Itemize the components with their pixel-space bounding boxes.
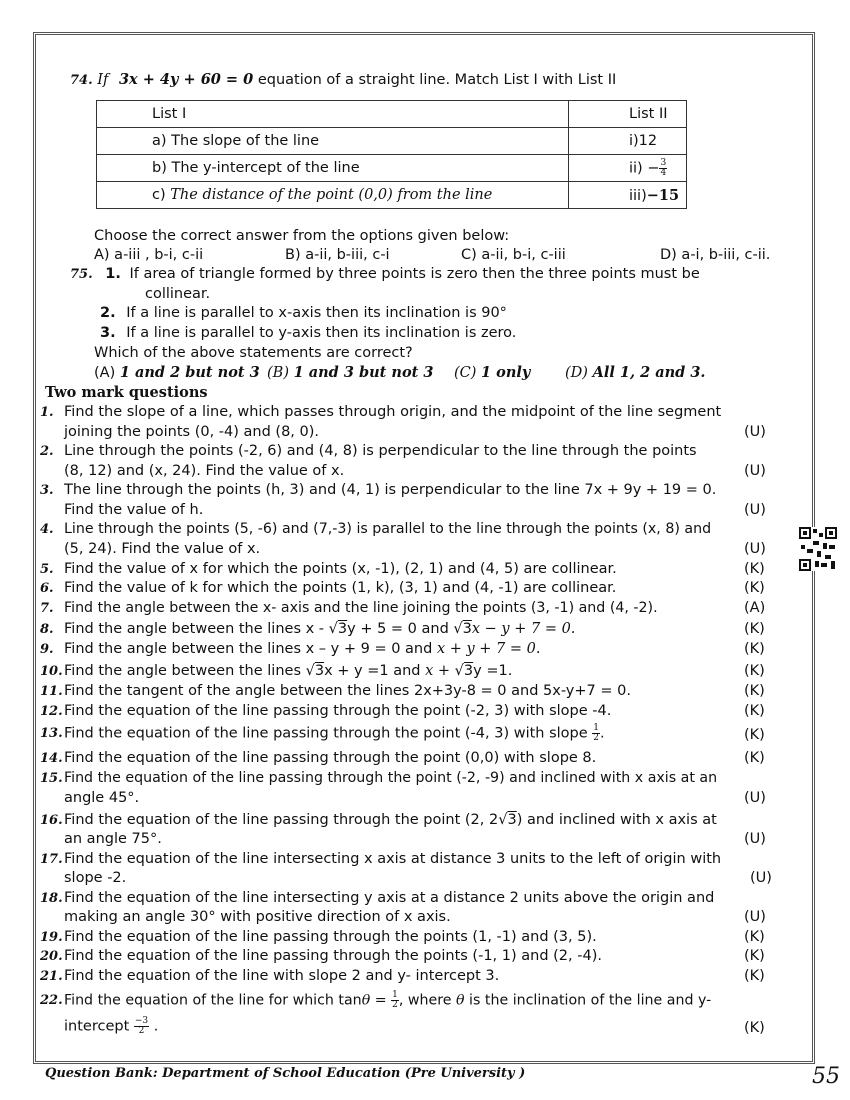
question-text: Find the equation of the line passing through the points (-1, 1) and (2, -4).	[64, 948, 602, 964]
question-text: Line through the points (5, -6) and (7,-3) is parallel to the line through the points (x, 8) and	[64, 521, 712, 537]
list2-item-ii: ii) − $\frac{3}{4}$	[569, 155, 687, 182]
q75-question: Which of the above statements are correct?	[94, 345, 413, 361]
question-text: intercept $\frac{-3}{2}$ .	[64, 1016, 159, 1036]
question-marks: (K)	[744, 641, 765, 657]
question-text: an angle 75°.	[64, 831, 162, 847]
list2-item-i: i)12	[569, 128, 687, 155]
list2-item-iii: iii)−15	[569, 182, 687, 209]
question-marks: (U)	[744, 831, 766, 847]
question-text: Find the equation of the line passing through the point (-2, 3) with slope -4.	[64, 703, 612, 719]
question-text: joining the points (0, -4) and (8, 0).	[64, 424, 320, 440]
question-text: Find the equation of the line intersecting x axis at distance 3 units to the left of origin with	[64, 851, 722, 867]
page-number: 55	[812, 1064, 840, 1089]
q75-option-d: (D) All 1, 2 and 3.	[565, 364, 706, 381]
question-marks: (K)	[744, 663, 765, 679]
list-item: 11.	[40, 684, 63, 699]
list-item: 5.	[40, 562, 54, 577]
list-item: 1.	[40, 405, 54, 420]
list-item: 19.	[40, 930, 63, 945]
match-table-row	[97, 128, 687, 155]
question-marks: (U)	[744, 790, 766, 806]
footer-title: Question Bank: Department of School Education (Pre University )	[45, 1066, 526, 1081]
question-marks: (K)	[744, 750, 765, 766]
list-item: 10.	[40, 664, 63, 679]
list-item: 17.	[40, 852, 63, 867]
match-table-header	[97, 101, 687, 128]
question-text: Find the equation of the line passing through the point (2, 2√3) and inclined with x axis at	[64, 812, 717, 828]
question-text: Find the equation of the line passing through the point (-4, 3) with slope $\frac{1}{2}$ .	[64, 723, 605, 743]
fraction: $\frac{3}{4}$	[660, 157, 667, 178]
q75-statement-2: 2. If a line is parallel to x-axis then its inclination is 90°	[100, 305, 507, 321]
list-item: 22.	[40, 993, 63, 1008]
question-text: slope -2.	[64, 870, 127, 886]
fraction: $\frac{1}{2}$	[593, 723, 600, 743]
question-marks: (K)	[744, 968, 765, 984]
question-text: making an angle 30° with positive direction of x axis.	[64, 909, 451, 925]
list-item: 16.	[40, 813, 63, 828]
fraction: $\frac{-3}{2}$	[134, 1016, 149, 1036]
question-text: Find the equation of the line for which tanθ = $\frac{1}{2}$ , where θ is the inclination of the line and y-	[64, 990, 712, 1010]
question-text: (8, 12) and (x, 24). Find the value of x.	[64, 463, 345, 479]
list1-item-c: c) The distance of the point (0,0) from the line	[97, 182, 569, 209]
fraction: $\frac{1}{2}$	[392, 990, 398, 1010]
q74-option-b: B) a-ii, b-iii, c-i	[285, 247, 390, 263]
q74-option-a: A) a-iii , b-i, c-ii	[94, 247, 204, 263]
q74-option-c: C) a-ii, b-i, c-iii	[461, 247, 566, 263]
question-marks: (K)	[744, 703, 765, 719]
q75-option-a: (A) 1 and 2 but not 3	[94, 364, 260, 381]
question-text: Find the value of h.	[64, 502, 204, 518]
question-marks: (U)	[744, 541, 766, 557]
question-marks: (K)	[744, 580, 765, 596]
question-text: (5, 24). Find the value of x.	[64, 541, 261, 557]
question-marks: (U)	[744, 502, 766, 518]
match-table-row	[97, 155, 687, 182]
question-text: Find the angle between the lines x - √3y + 5 = 0 and √3x − y + 7 = 0.	[64, 621, 576, 637]
list-item: 14.	[40, 751, 63, 766]
list-item: 12.	[40, 704, 63, 719]
question-text: Find the value of x for which the points (x, -1), (2, 1) and (4, 5) are collinear.	[64, 561, 617, 577]
qr-code-icon	[799, 527, 837, 571]
question-text: Find the equation of the line passing through the points (1, -1) and (3, 5).	[64, 929, 597, 945]
question-marks: (U)	[750, 870, 772, 886]
list-item: 8.	[40, 622, 54, 637]
list-item: 15.	[40, 771, 63, 786]
question-marks: (U)	[744, 463, 766, 479]
question-text: Find the slope of a line, which passes through origin, and the midpoint of the line segment	[64, 404, 722, 420]
list-item: 20.	[40, 949, 63, 964]
list-item: 9.	[40, 642, 54, 657]
question-marks: (K)	[744, 683, 765, 699]
question-text: Line through the points (-2, 6) and (4, 8) is perpendicular to the line through the points	[64, 443, 697, 459]
list-item: 4.	[40, 522, 54, 537]
q75-statement-1: 75. 1. If area of triangle formed by three points is zero then the three points must be	[70, 266, 700, 282]
question-text: Find the angle between the lines √3x + y =1 and x + √3y =1.	[64, 663, 513, 679]
list-item: 7.	[40, 601, 54, 616]
q74-stem: 74. If 3x + 4y + 60 = 0 equation of a straight line. Match List I with List II	[70, 71, 617, 88]
list1-item-a: a) The slope of the line	[97, 128, 569, 155]
question-text: The line through the points (h, 3) and (4, 1) is perpendicular to the line 7x + 9y + 19 = 0.	[64, 482, 717, 498]
question-text: Find the equation of the line passing through the point (-2, -9) and inclined with x axis at an	[64, 770, 718, 786]
question-marks: (K)	[744, 948, 765, 964]
question-marks: (K)	[744, 727, 765, 743]
list-item: 13.	[40, 726, 63, 741]
question-text: Find the value of k for which the points (1, k), (3, 1) and (4, -1) are collinear.	[64, 580, 617, 596]
list-item: 3.	[40, 483, 54, 498]
question-text: Find the equation of the line with slope 2 and y- intercept 3.	[64, 968, 500, 984]
match-table	[96, 100, 687, 209]
list1-item-b: b) The y-intercept of the line	[97, 155, 569, 182]
list-item: 6.	[40, 581, 54, 596]
q74-choose: Choose the correct answer from the options given below:	[94, 228, 510, 244]
question-marks: (K)	[744, 561, 765, 577]
list-item: 2.	[40, 444, 54, 459]
question-text: Find the angle between the x- axis and the line joining the points (3, -1) and (4, -2).	[64, 600, 658, 616]
match-table-row	[97, 182, 687, 209]
question-marks: (U)	[744, 424, 766, 440]
q75-statement-1-cont: collinear.	[145, 286, 211, 302]
q74-option-d: D) a-i, b-iii, c-ii.	[660, 247, 771, 263]
q75-option-c: (C) 1 only	[454, 364, 531, 381]
question-text: Find the tangent of the angle between the lines 2x+3y-8 = 0 and 5x-y+7 = 0.	[64, 683, 631, 699]
list-item: 21.	[40, 969, 63, 984]
q75-option-b: (B) 1 and 3 but not 3	[267, 364, 434, 381]
list2-header: List II	[569, 101, 687, 128]
question-text: Find the equation of the line passing through the point (0,0) with slope 8.	[64, 750, 597, 766]
question-marks: (K)	[744, 929, 765, 945]
question-marks: (K)	[744, 1020, 765, 1036]
section-title: Two mark questions	[45, 384, 208, 401]
question-marks: (K)	[744, 621, 765, 637]
list-item: 18.	[40, 891, 63, 906]
question-marks: (A)	[744, 600, 766, 616]
list1-header: List I	[97, 101, 569, 128]
question-text: Find the angle between the lines x – y + 9 = 0 and x + y + 7 = 0.	[64, 641, 541, 657]
question-text: angle 45°.	[64, 790, 140, 806]
question-text: Find the equation of the line intersecting y axis at a distance 2 units above the origin and	[64, 890, 715, 906]
question-marks: (U)	[744, 909, 766, 925]
q75-statement-3: 3. If a line is parallel to y-axis then its inclination is zero.	[100, 325, 517, 341]
